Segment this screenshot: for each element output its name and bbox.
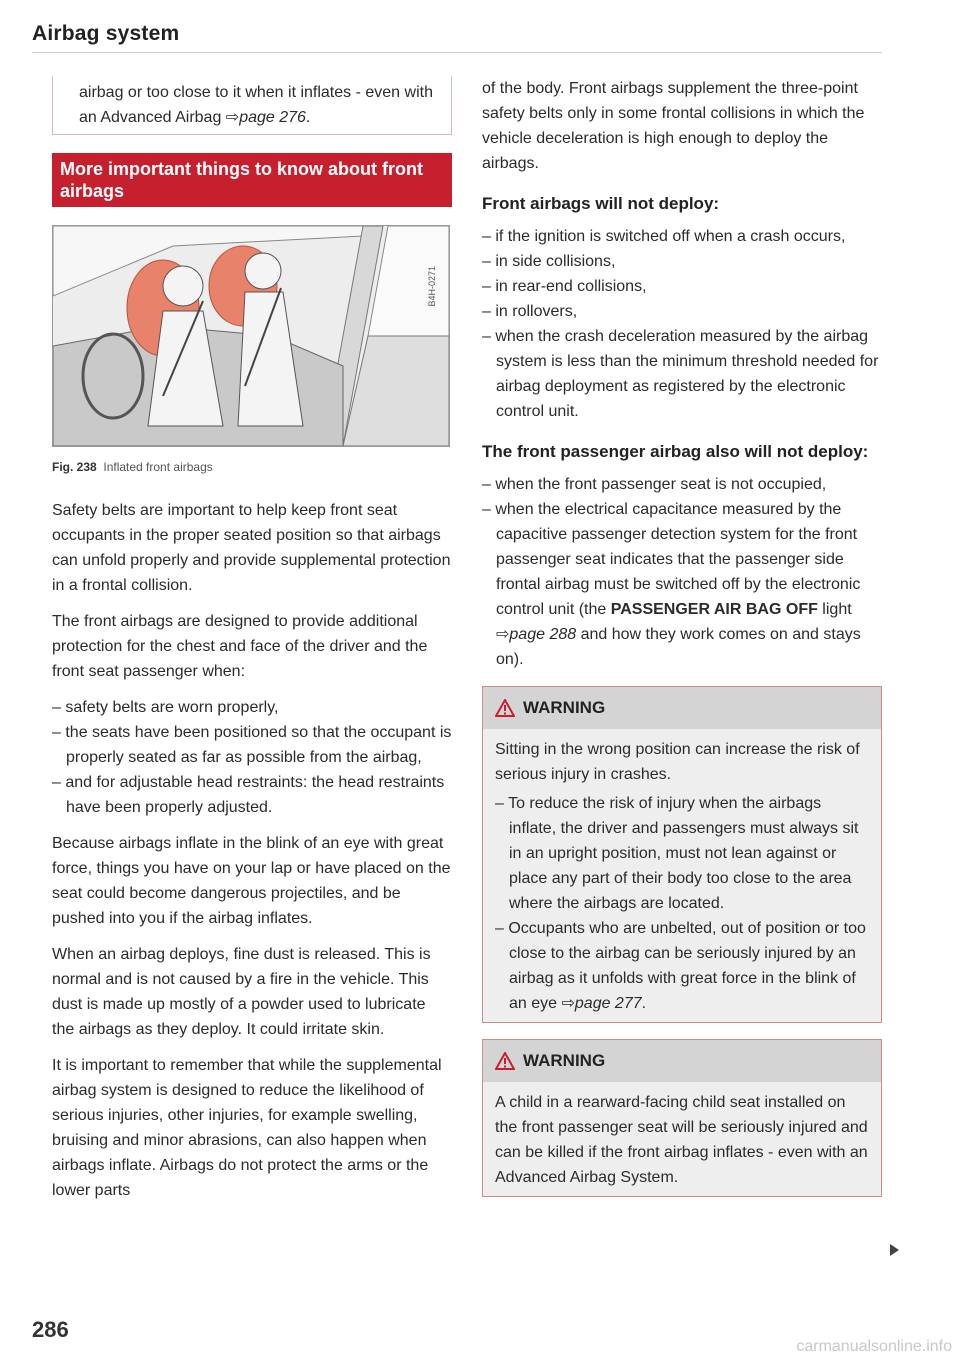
- list-text: light: [817, 601, 852, 618]
- box-text: airbag or too close to it when it inflates - even with an Advanced Airbag: [79, 84, 433, 126]
- list-item: – and for adjustable head restraints: the head restraints have been properly adjusted.: [52, 770, 452, 820]
- page-ref-link[interactable]: page 288: [509, 626, 577, 643]
- left-column: [52, 76, 452, 1214]
- list-item: – safety belts are worn properly,: [52, 695, 452, 720]
- right-column: [482, 76, 882, 1197]
- warning-triangle-icon: [495, 699, 515, 717]
- paragraph: It is important to remember that while the supplemental airbag system is designed to reduce the likelihood of serious injuries, other injuries, for example swelling, bruising and minor abrasions, can also happen when airbags inflate. Airbags do not protect the arms or the lower parts: [52, 1057, 442, 1199]
- ref-arrow-icon: ⇨: [561, 995, 575, 1012]
- figure-caption-text: Inflated front airbags: [103, 460, 213, 474]
- figure-code: B4H-0271: [427, 266, 437, 307]
- warning-box: [482, 686, 882, 1023]
- list-text: .: [641, 995, 647, 1012]
- continued-warning-box: [52, 76, 452, 135]
- list-item: – if the ignition is switched off when a crash occurs,: [482, 224, 882, 249]
- section-title: More important things to know about front airbags: [52, 153, 452, 207]
- paragraph: When an airbag deploys, fine dust is released. This is normal and is not caused by a fire in the vehicle. This dust is made up mostly of a powder used to lubricate the airbags as they deploy. It could irritate skin.: [52, 946, 431, 1038]
- indicator-name: PASSENGER AIR BAG OFF: [610, 601, 818, 618]
- list-item: [482, 497, 882, 672]
- list-item: – in rear-end collisions,: [482, 274, 882, 299]
- list-item: – the seats have been positioned so that the occupant is properly seated as far as possible from the airbag,: [52, 720, 452, 770]
- warning-title: WARNING: [523, 1051, 606, 1070]
- continue-arrow-icon: [890, 1244, 899, 1256]
- header-rule: [32, 52, 882, 53]
- warning-header: [483, 687, 881, 729]
- paragraph: Safety belts are important to help keep front seat occupants in the proper seated position so that airbags can unfold properly and provide supplemental protection in a frontal collision.: [52, 502, 451, 594]
- list-item: [495, 916, 869, 1016]
- list-text: Occupants who are unbelted, out of position or too close to the airbag can be seriously injured by an airbag as it unfolds with great force in the blink of an eye: [508, 920, 866, 1012]
- list-item: – in rollovers,: [482, 299, 882, 324]
- page-number: 286: [32, 1317, 69, 1342]
- warning-body: [483, 1082, 881, 1196]
- list-item: – when the front passenger seat is not occupied,: [482, 472, 882, 497]
- warning-text: A child in a rearward-facing child seat installed on the front passenger seat will be seriously injured and can be killed if the front airbag inflates - even with an Advanced Airbag System.: [495, 1094, 868, 1186]
- warning-triangle-icon: [495, 1052, 515, 1070]
- page-ref-link[interactable]: page 276: [239, 109, 306, 126]
- figure-label: Fig. 238: [52, 460, 97, 474]
- subheading: The front passenger airbag also will not deploy:: [482, 442, 869, 461]
- no-deploy-list: [482, 224, 882, 424]
- page-ref-link[interactable]: page 277: [574, 995, 642, 1012]
- warning-header: [483, 1040, 881, 1082]
- watermark: carmanualsonline.info: [796, 1338, 952, 1355]
- conditions-list: [52, 695, 452, 820]
- list-item: – in side collisions,: [482, 249, 882, 274]
- warning-body: [483, 729, 881, 1022]
- box-end: .: [305, 109, 311, 126]
- warning-box: [482, 1039, 882, 1197]
- paragraph: Because airbags inflate in the blink of an eye with great force, things you have on your lap or have placed on the seat could become dangerous projectiles, and be pushed into you if the airbag inflates.: [52, 835, 451, 927]
- paragraph: The front airbags are designed to provide additional protection for the chest and face of the driver and the front seat passenger when:: [52, 613, 428, 680]
- warning-list: [495, 791, 869, 1016]
- list-text: and how they work comes on and stays on).: [496, 626, 861, 668]
- ref-arrow-icon: ⇨: [496, 626, 510, 643]
- warning-intro: Sitting in the wrong position can increase the risk of serious injury in crashes.: [495, 741, 860, 783]
- passenger-no-deploy-list: [482, 472, 882, 672]
- warning-title: WARNING: [523, 698, 606, 717]
- airbag-figure: [52, 225, 450, 447]
- subheading: Front airbags will not deploy:: [482, 194, 720, 213]
- list-text: when the electrical capacitance measured by the capacitive passenger detection system for the front passenger seat indicates that the passenger side frontal airbag must be switched off by the electronic control unit (the: [495, 501, 861, 618]
- inflated-airbags-illustration: [53, 226, 449, 446]
- page-header-title: Airbag system: [32, 22, 180, 45]
- ref-arrow-icon: ⇨: [225, 109, 240, 126]
- list-item: – when the crash deceleration measured by the airbag system is less than the minimum threshold needed for airbag deployment as registered by the electronic control unit.: [482, 324, 882, 424]
- list-item: – To reduce the risk of injury when the airbags inflate, the driver and passengers must always sit in an upright position, must not lean against or place any part of their body too close to the area where the airbags are located.: [495, 791, 869, 916]
- paragraph: of the body. Front airbags supplement the three-point safety belts only in some frontal collisions in which the vehicle deceleration is high enough to deploy the airbags.: [482, 80, 865, 172]
- figure-caption: [52, 455, 452, 480]
